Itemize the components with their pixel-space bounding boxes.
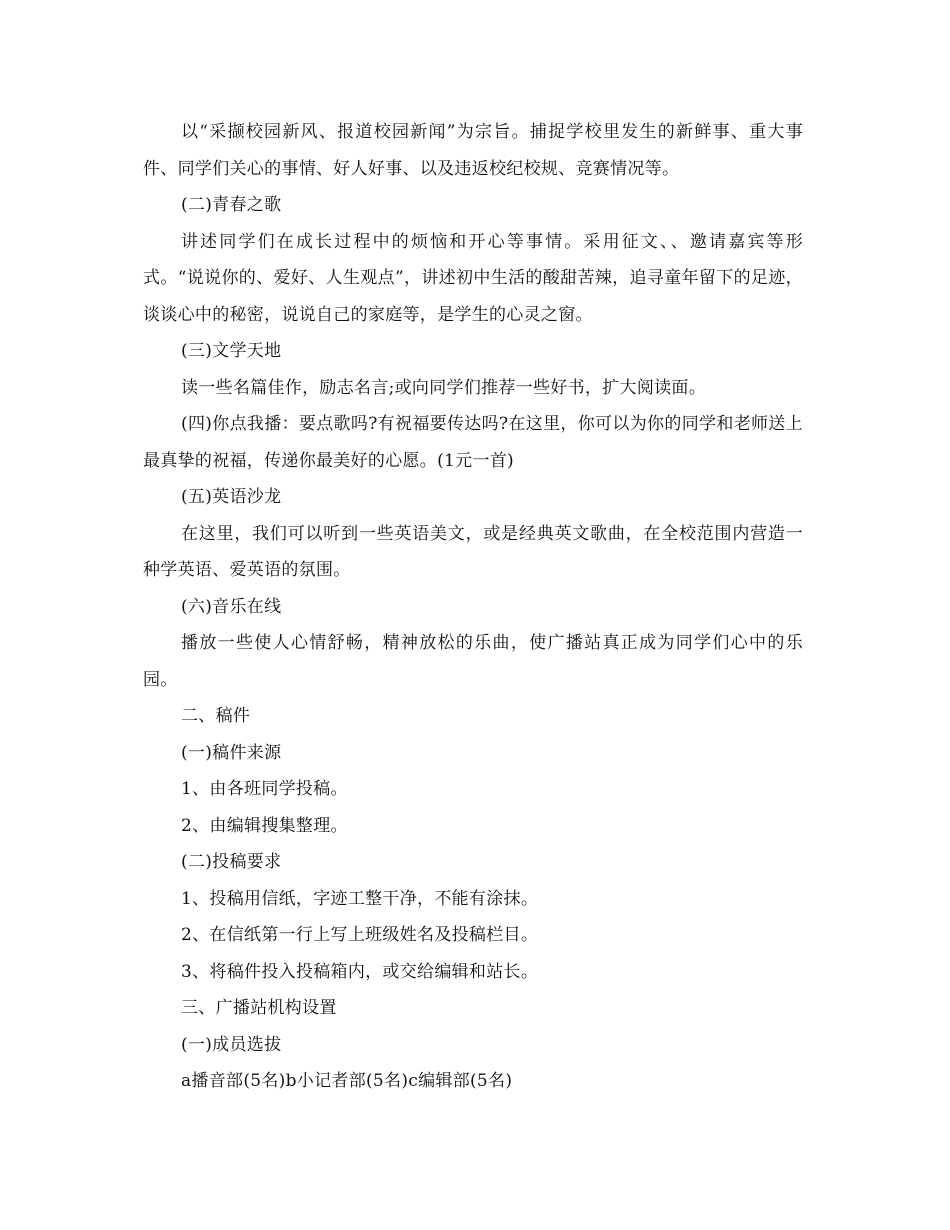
section-heading-organization: 三、广播站机构设置	[181, 998, 337, 1018]
section-heading-music-online: (六)音乐在线	[181, 596, 282, 617]
list-item-requirement-2: 2、在信纸第一行上写上班级姓名及投稿栏目。	[181, 925, 539, 945]
section-heading-english-salon: (五)英语沙龙	[181, 487, 282, 507]
section-heading-youth-song: (二)青春之歌	[181, 195, 282, 215]
subheading-member-selection: (一)成员选拔	[181, 1034, 282, 1055]
paragraph-music-online: 播放一些使人心情舒畅，精神放松的乐曲，使广播站真正成为同学们心中的乐园。	[143, 633, 803, 690]
paragraph-youth-song: 讲述同学们在成长过程中的烦恼和开心等事情。采用征文、、邀请嘉宾等形式。“说说你的、爱好、人生观点”，讲述初中生活的酸甜苦辣，追寻童年留下的足迹，谈谈心中的秘密，说说自己的家庭等，是学生的心灵之窗。	[143, 231, 803, 325]
section-heading-literature: (三)文学天地	[181, 341, 282, 361]
document-body	[143, 114, 803, 1100]
subheading-manuscript-source: (一)稿件来源	[181, 742, 282, 763]
list-item-requirement-3: 3、将稿件投入投稿箱内，或交给编辑和站长。	[181, 961, 539, 982]
list-item-source-2: 2、由编辑搜集整理。	[181, 815, 348, 836]
list-item-source-1: 1、由各班同学投稿。	[181, 779, 348, 799]
paragraph-purpose: 以“采撷校园新风、报道校园新闻”为宗旨。捕捉学校里发生的新鲜事、重大事件、同学们关心的事情、好人好事、以及违返校纪校规、竞赛情况等。	[143, 122, 803, 179]
list-item-departments: a播音部(5名)b小记者部(5名)c编辑部(5名)	[181, 1071, 513, 1091]
section-heading-manuscripts: 二、稿件	[181, 706, 251, 726]
paragraph-song-request: (四)你点我播：要点歌吗?有祝福要传达吗?在这里，你可以为你的同学和老师送上最真挚的祝福，传递你最美好的心愿。(1元一首)	[143, 414, 803, 471]
paragraph-english-salon: 在这里，我们可以听到一些英语美文，或是经典英文歌曲，在全校范围内营造一种学英语、爱英语的氛围。	[143, 523, 803, 580]
paragraph-literature: 读一些名篇佳作，励志名言;或向同学们推荐一些好书，扩大阅读面。	[181, 377, 707, 398]
subheading-submission-requirements: (二)投稿要求	[181, 852, 282, 872]
list-item-requirement-1: 1、投稿用信纸，字迹工整干净，不能有涂抹。	[181, 888, 539, 909]
